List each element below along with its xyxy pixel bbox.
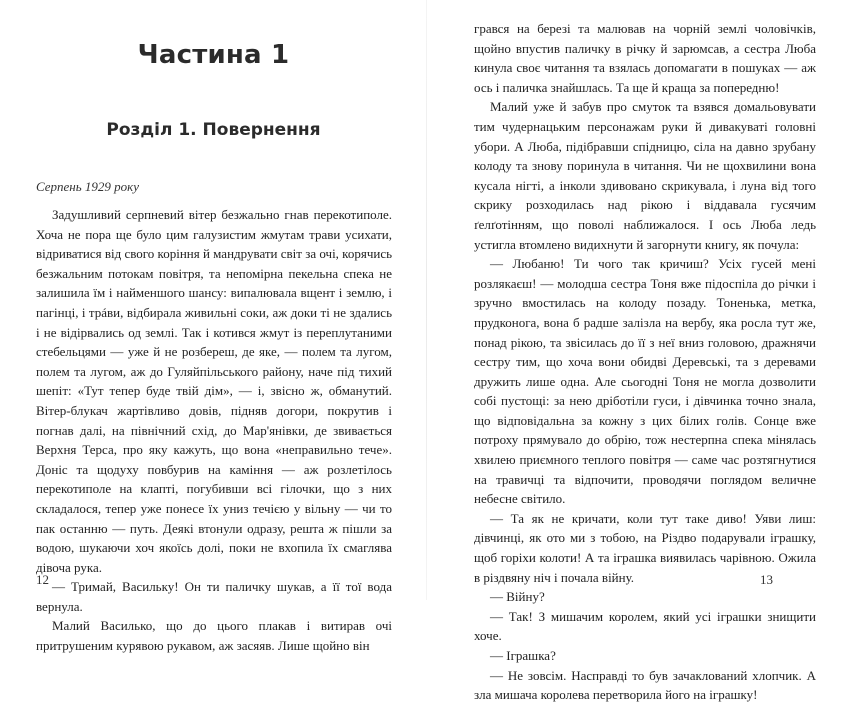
paragraph: Малий уже й забув про смуток та взявся домальовувати тим чудернацьким персонажам руки й дивакуваті головні убори. А Люба, підібравши спідницю, сіла на давно зрубану колоду та знову поринула в читання. Чи не щохвилини вона кусала нігті, а інколи здивовано скрикувала, і луна від того скрику розходилась над рікою і віддавала гусячим ґелґотінням, що поволі наближалося. І ось Люба ледь устигла втомлено видихнути й загорнути книгу, як почула:: [474, 99, 816, 252]
paragraph: — Та як не кричати, коли тут таке диво! Уяви лиш: дівчинці, як ото ми з тобою, на Різдво подарували іграшку, щоб горіхи колоти! А та іграшка виявилась чарівною. Ожила в різдвяну ніч і почала війну.: [474, 510, 816, 585]
left-page: [0, 0, 427, 654]
paragraph: — Іграшка?: [490, 648, 556, 663]
chapter-date: Серпень 1929 року: [36, 179, 140, 194]
paragraph: — Любаню! Ти чого так кричиш? Усіх гусей мені розлякаєш! — молодша сестра Тоня вже підоспіла до річки і зручно вмостилась на колоду позаду. Тоненька, метка, прудконога, вона б радше залізла на вербу, яка росла тут же, понад рікою, та звісилась до її з неї вниз головою, дражнячи сестру тим, що хоча вони обидві Деревські, та з деревами дружить лише одна. Але сьогодні Тоня не могла дозволити собі пустощі: за нею дріботіли гуси, і дівчинка точно знала, що відповідальна за кожну з цих білих голів. Сонце вже потроху прямувало до обрію, тож нестерпна спека мінялась хвилею приємного теплого повітря — саме час розтягнутися на травичці та відпочити, проводячи поглядом величне небесне світило.: [474, 256, 816, 507]
page-number-left: 12: [36, 572, 49, 587]
left-page-body: [36, 205, 392, 656]
page-number-right: 13: [760, 572, 773, 587]
chapter-title: Розділ 1. Повернення: [106, 120, 321, 140]
paragraph: — Так! З мишачим королем, який усі іграшки знищити хоче.: [474, 608, 816, 644]
paragraph: Задушливий серпневий вітер безжально гнав перекотиполе. Хоча не пора ще було цим галузистим жмутам трави усихати, відриватися від свого коріння й мандрувати світ за очі, корячись безжальним потокам повітря, та непомірна пекельна спека не залишила їм і найменшого шансу: випалювала вщент і землю, і пагінці, і трáви, відбирала живильні соки, аж доки ті не здались і не відірвались од землі. Так і котився жмут із переплутаними стебельцями — уже й не розбереш, де яке, — полем та лугом, полем та лугом, аж до Гуляйпільського району, наче під тихий шепіт: «Тут тепер буде твій дім», — і, звісно ж, обманутий. Вітер-блукач жартівливо довів, підняв догори, покрутив і погнав далі, на північний схід, до Мар'янівки, де звивається Верхня Терса, про яку кажуть, що вона «неправильно тече». Доніс та щодуху повбурив на каміння — аж розлетілось перекотиполе на клапті, погубивши всі гілочки, що з них складалося, тепер уже понесе їх униз течією у вільну — чи то пак останню — путь. Деякі втонули одразу, решта ж пішли за водою, шукаючи хоч якоїсь долі, поки не вхопила їх смаглява дівоча рука.: [36, 207, 393, 575]
paragraph: — Війну?: [490, 589, 545, 605]
paragraph: — Тримай, Васильку! Он ти паличку шукав, а її тої вода вернула.: [36, 579, 392, 614]
paragraph: Малий Василько, що до цього плакав і витирав очі притрушеним курявою рукавом, аж засяяв. Лише щойно він: [36, 618, 392, 654]
right-page: [427, 0, 853, 703]
paragraph: — Не зовсім. Насправді то був зачаклований хлопчик. А зла мишача королева перетворила його на іграшку!: [474, 667, 816, 703]
part-title: Частина 1: [137, 40, 290, 70]
right-page-body: [474, 19, 816, 705]
paragraph: грався на березі та малював на чорній землі чоловічків, щойно впустив паличку в річку й зарюмсав, а сестра Люба кинула своє читання та взялась допомагати в пошуках — аж ось і паличка знайшлась. Та ще й краща за попередню!: [474, 21, 816, 95]
